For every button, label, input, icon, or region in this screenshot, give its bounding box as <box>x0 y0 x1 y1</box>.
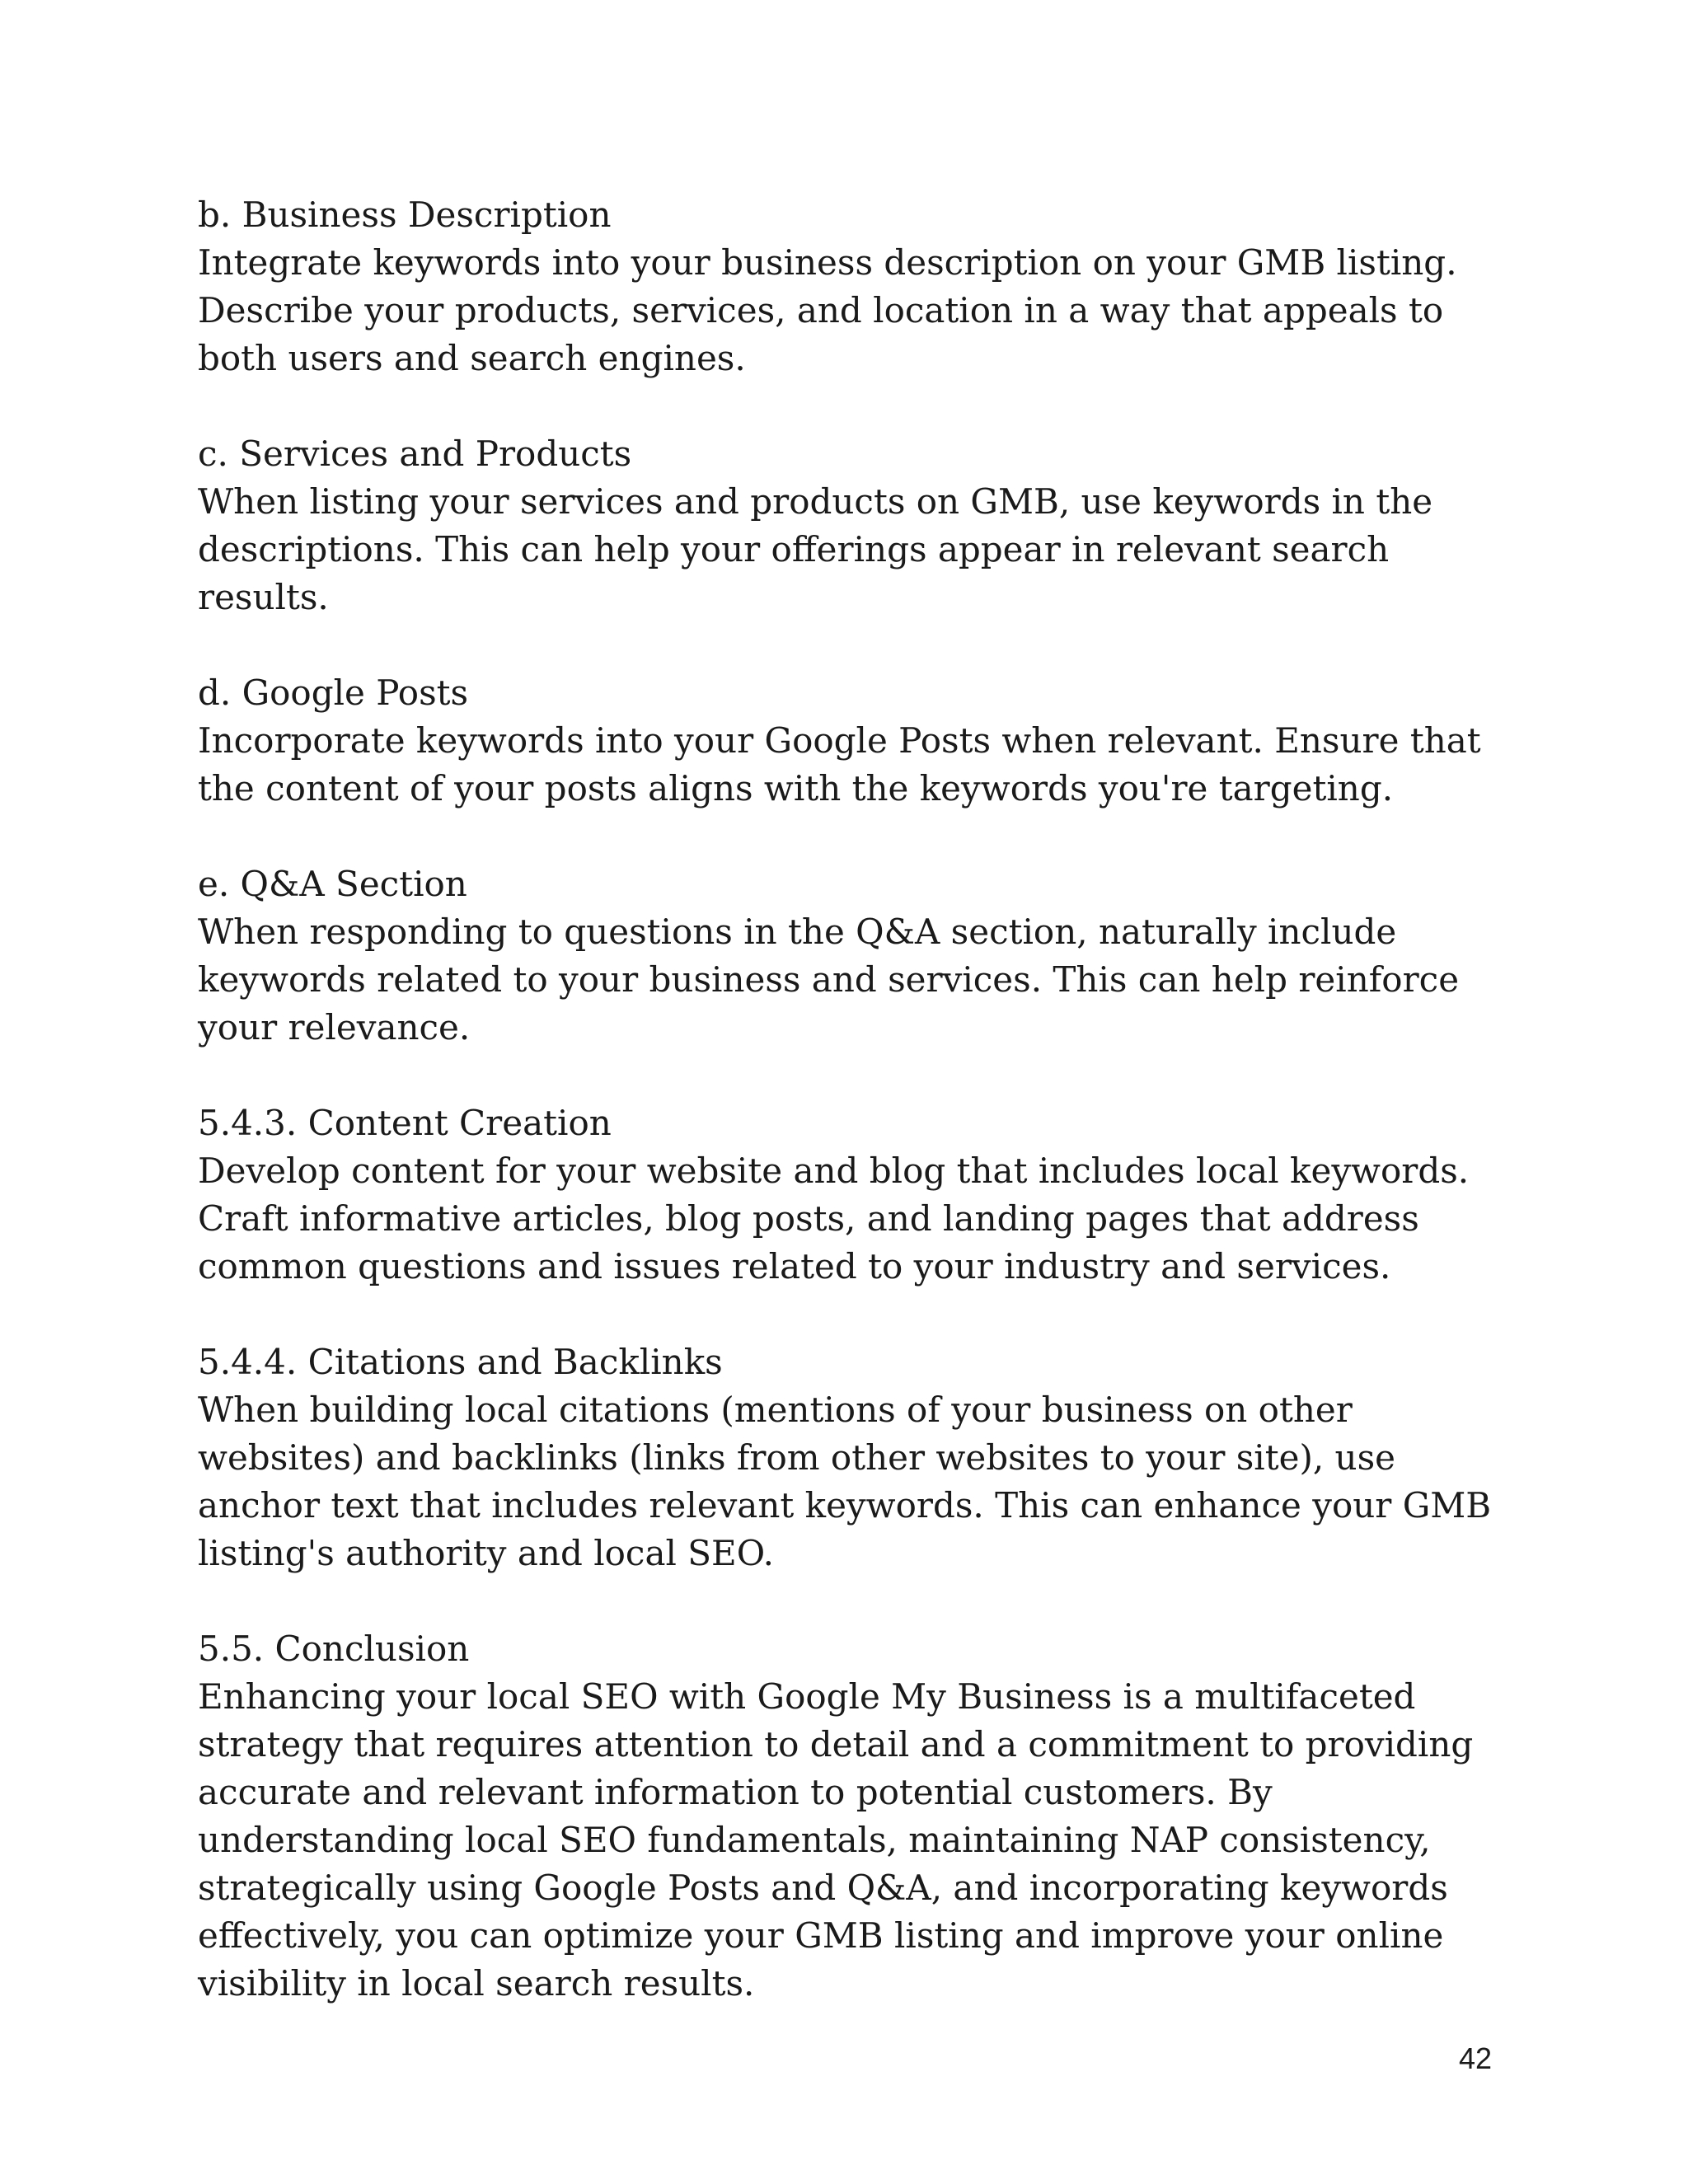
section-body: Incorporate keywords into your Google Posts when relevant. Ensure that the content of your posts aligns with the keywords you're targeting. <box>198 720 1481 808</box>
section-body: When responding to questions in the Q&A section, naturally include keywords related to your business and services. This can help reinforce your relevance. <box>198 912 1460 1047</box>
section-business-description <box>198 191 1500 382</box>
section-citations-and-backlinks <box>198 1338 1500 1577</box>
section-heading: c. Services and Products <box>198 434 632 474</box>
section-heading: e. Q&A Section <box>198 864 467 904</box>
page-content <box>198 191 1500 2055</box>
section-body: Enhancing your local SEO with Google My Business is a multifaceted strategy that requires attention to detail and a commitment to providing accurate and relevant information to potential customers. By understanding local SEO fundamentals, maintaining NAP consistency, strategically using Google Posts and Q&A, and incorporating keywords effectively, you can optimize your GMB listing and improve your online visibility in local search results. <box>198 1676 1474 2004</box>
section-qa <box>198 860 1500 1052</box>
section-body: When listing your services and products on GMB, use keywords in the descriptions. This can help your offerings appear in relevant search results. <box>198 481 1433 617</box>
section-services-and-products <box>198 430 1500 621</box>
section-content-creation <box>198 1099 1500 1291</box>
section-heading: b. Business Description <box>198 194 612 235</box>
section-heading: d. Google Posts <box>198 673 469 713</box>
page-number: 42 <box>1458 2041 1492 2075</box>
section-heading: 5.5. Conclusion <box>198 1629 470 1669</box>
section-heading: 5.4.3. Content Creation <box>198 1103 612 1143</box>
section-body: Integrate keywords into your business description on your GMB listing. Describe your products, services, and location in a way that appeals to both users and search engines. <box>198 242 1457 378</box>
section-conclusion <box>198 1625 1500 2008</box>
section-heading: 5.4.4. Citations and Backlinks <box>198 1342 723 1382</box>
section-body: Develop content for your website and blog that includes local keywords. Craft informative articles, blog posts, and landing pages that address common questions and issues related to your industry and services. <box>198 1151 1470 1286</box>
section-body: When building local citations (mentions of your business on other websites) and backlinks (links from other websites to your site), use anchor text that includes relevant keywords. This can enhance your GMB listing's authority and local SEO. <box>198 1390 1492 1573</box>
section-google-posts <box>198 669 1500 813</box>
